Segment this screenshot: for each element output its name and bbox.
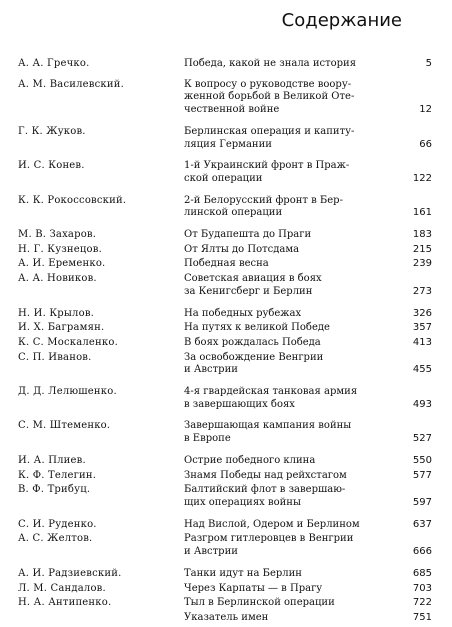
toc-author: Н. А. Антипенко. [18, 597, 112, 609]
toc-entry[interactable] [18, 79, 432, 117]
toc-author: И. А. Плиев. [18, 454, 86, 466]
toc-author: К. К. Рокоссовский. [18, 194, 127, 206]
toc-page-number: 703 [412, 582, 432, 594]
toc-title: На путях к великой Победе [184, 322, 330, 334]
toc-title: За освобождение Венгрии и Австрии [184, 351, 324, 376]
toc-entry[interactable] [18, 160, 432, 185]
toc-title: На победных рубежах [184, 307, 302, 319]
toc-title: 2-й Белорусский фронт в Бер- линской операции [184, 194, 343, 219]
toc-page-number: 577 [412, 469, 432, 481]
toc-page-number: 122 [412, 172, 432, 184]
toc-title: 1-й Украинский фронт в Праж- ской операции [184, 160, 350, 184]
toc-page-number: 751 [412, 611, 432, 623]
toc-title: Завершающая кампания войны в Европе [184, 420, 352, 445]
toc-author: А. С. Желтов. [18, 533, 93, 545]
toc-title: К вопросу о руководстве воору- женной борьбой в Великой Оте- чественной войне [184, 78, 355, 116]
toc-entry[interactable] [18, 352, 432, 377]
toc-entry[interactable] [18, 597, 432, 610]
toc-author: А. И. Радзиевский. [18, 567, 122, 579]
toc-entry[interactable] [18, 322, 432, 335]
toc-entry[interactable] [18, 308, 432, 321]
toc-entry[interactable] [18, 337, 432, 350]
toc-author: А. А. Новиков. [18, 273, 97, 285]
toc-title: Разгром гитлеровцев в Венгрии и Австрии [184, 533, 354, 558]
toc-title: От Ялты до Потсдама [184, 243, 300, 255]
toc-title: Указатель имен [184, 611, 269, 623]
toc-author: И. Х. Баграмян. [18, 322, 105, 334]
toc-entry[interactable] [18, 386, 432, 411]
toc-entry[interactable] [18, 244, 432, 257]
toc-page-number: 413 [412, 336, 432, 348]
toc-title: Над Вислой, Одером и Берлином [184, 518, 360, 530]
toc-title: Советская авиация в боях за Кенигсберг и Берлин [184, 273, 322, 297]
toc-author: М. В. Захаров. [18, 229, 97, 241]
toc-title: Танки идут на Берлин [184, 567, 302, 579]
toc-author: А. М. Василевский. [18, 78, 124, 90]
toc-entry[interactable] [18, 583, 432, 596]
toc-title: Через Карпаты — в Прагу [184, 582, 323, 594]
toc-page-number: 550 [412, 454, 432, 466]
toc-title: От Будапешта до Праги [184, 229, 312, 241]
toc-author: К. С. Москаленко. [18, 336, 118, 348]
toc-title: Берлинская операция и капиту- ляция Германии [184, 125, 355, 150]
toc-author: Д. Д. Лелюшенко. [18, 386, 117, 398]
toc-title: Победная весна [184, 258, 269, 270]
toc-page-number: 722 [412, 597, 432, 609]
toc-entry[interactable] [18, 195, 432, 220]
toc-title: Острие победного клина [184, 454, 316, 466]
table-of-contents [18, 58, 432, 627]
toc-page-number: 215 [412, 243, 432, 255]
toc-author: А. А. Гречко. [18, 58, 90, 69]
toc-title: Балтийский флот в завершаю- щих операциях войны [184, 484, 346, 508]
toc-entry[interactable] [18, 612, 432, 625]
toc-title: В боях рождалась Победа [184, 336, 321, 348]
toc-author: Н. Г. Кузнецов. [18, 243, 102, 255]
toc-author: И. С. Конев. [18, 160, 85, 172]
toc-page-number: 597 [412, 496, 432, 508]
toc-page-number: 326 [412, 307, 432, 319]
toc-author: К. Ф. Телегин. [18, 469, 97, 481]
toc-page-number: 5 [425, 58, 432, 69]
toc-page-number: 66 [419, 138, 432, 150]
toc-author: С. И. Руденко. [18, 518, 97, 530]
toc-entry[interactable] [18, 258, 432, 271]
toc-entry[interactable] [18, 568, 432, 581]
toc-page-number: 161 [412, 207, 432, 219]
toc-entry[interactable] [18, 126, 432, 151]
toc-entry[interactable] [18, 273, 432, 298]
toc-entry[interactable] [18, 519, 432, 532]
toc-author: Л. М. Сандалов. [18, 582, 106, 594]
toc-author: Г. К. Жуков. [18, 125, 86, 137]
toc-entry[interactable] [18, 58, 432, 71]
toc-page-number: 493 [412, 398, 432, 410]
toc-page-number: 637 [412, 518, 432, 530]
toc-entry[interactable] [18, 533, 432, 558]
toc-page-number: 12 [419, 104, 432, 116]
toc-page-number: 239 [412, 258, 432, 270]
toc-entry[interactable] [18, 420, 432, 445]
toc-entry[interactable] [18, 484, 432, 509]
toc-author: С. П. Иванов. [18, 351, 92, 363]
toc-author: В. Ф. Трибуц. [18, 484, 91, 496]
toc-page-number: 666 [412, 546, 432, 558]
toc-author: С. М. Штеменко. [18, 420, 111, 432]
toc-page-number: 273 [412, 285, 432, 297]
toc-author: А. И. Еременко. [18, 258, 106, 270]
toc-entry[interactable] [18, 455, 432, 468]
toc-title: 4-я гвардейская танковая армия в завершающих боях [184, 386, 358, 410]
toc-author: Н. И. Крылов. [18, 307, 95, 319]
toc-page-number: 183 [412, 229, 432, 241]
page-title: Содержание [281, 10, 402, 31]
toc-entry[interactable] [18, 470, 432, 483]
toc-page-number: 357 [412, 322, 432, 334]
toc-page-number: 527 [412, 433, 432, 445]
toc-title: Тыл в Берлинской операции [184, 597, 335, 609]
toc-entry[interactable] [18, 229, 432, 242]
toc-page-number: 685 [412, 567, 432, 579]
toc-title: Победа, какой не знала история [184, 58, 357, 69]
toc-page-number: 455 [412, 364, 432, 376]
toc-title: Знамя Победы над рейхстагом [184, 469, 347, 481]
